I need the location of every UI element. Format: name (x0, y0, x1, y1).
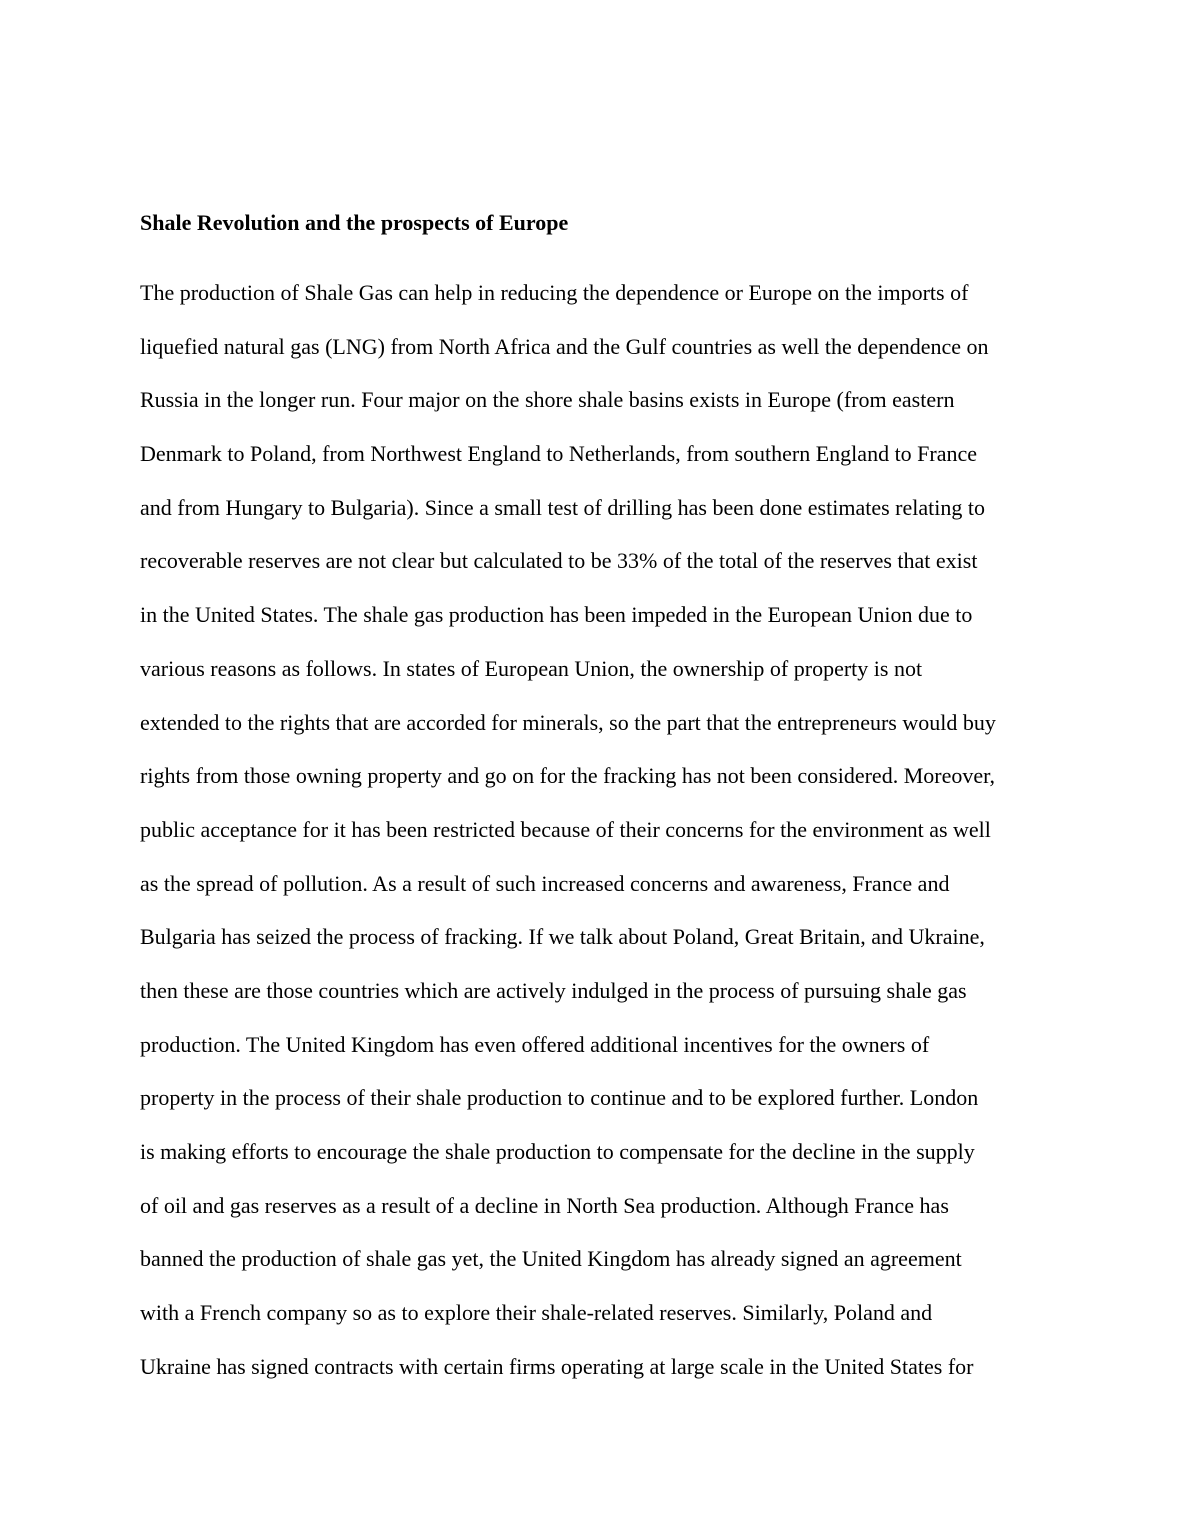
paragraph-line: banned the production of shale gas yet, the United Kingdom has already signed an agreement (140, 1246, 962, 1272)
paragraph-line: Russia in the longer run. Four major on the shore shale basins exists in Europe (from eastern (140, 387, 955, 413)
paragraph-line: public acceptance for it has been restricted because of their concerns for the environment as well (140, 816, 991, 842)
paragraph-line: extended to the rights that are accorded for minerals, so the part that the entrepreneurs would buy (140, 709, 996, 735)
paragraph-line: then these are those countries which are actively indulged in the process of pursuing shale gas (140, 977, 967, 1003)
paragraph-line: and from Hungary to Bulgaria). Since a small test of drilling has been done estimates relating to (140, 494, 985, 520)
paragraph-line: with a French company so as to explore their shale-related reserves. Similarly, Poland and (140, 1300, 933, 1326)
paragraph-line: property in the process of their shale production to continue and to be explored further. London (140, 1085, 979, 1111)
paragraph-line: rights from those owning property and go on for the fracking has not been considered. Moreover, (140, 763, 996, 789)
paragraph-line: in the United States. The shale gas production has been impeded in the European Union due to (140, 602, 973, 628)
paragraph-line: various reasons as follows. In states of European Union, the ownership of property is not (140, 655, 923, 681)
paragraph-line: as the spread of pollution. As a result of such increased concerns and awareness, France and (140, 870, 950, 896)
paragraph-line: Bulgaria has seized the process of fracking. If we talk about Poland, Great Britain, and Ukraine, (140, 924, 985, 950)
document-heading: Shale Revolution and the prospects of Europe (140, 210, 569, 235)
body-paragraph (140, 275, 1060, 1402)
paragraph-line: Ukraine has signed contracts with certain firms operating at large scale in the United States for (140, 1353, 974, 1379)
paragraph-line: liquefied natural gas (LNG) from North Africa and the Gulf countries as well the dependence on (140, 333, 989, 359)
paragraph-line: production. The United Kingdom has even offered additional incentives for the owners of (140, 1031, 930, 1057)
paragraph-line: Denmark to Poland, from Northwest England to Netherlands, from southern England to France (140, 441, 978, 467)
paragraph-line: The production of Shale Gas can help in reducing the dependence or Europe on the imports of (140, 280, 969, 305)
paragraph-line: of oil and gas reserves as a result of a decline in North Sea production. Although France has (140, 1192, 949, 1218)
paragraph-line: is making efforts to encourage the shale production to compensate for the decline in the supply (140, 1139, 975, 1164)
paragraph-line: recoverable reserves are not clear but calculated to be 33% of the total of the reserves that exist (140, 548, 978, 574)
